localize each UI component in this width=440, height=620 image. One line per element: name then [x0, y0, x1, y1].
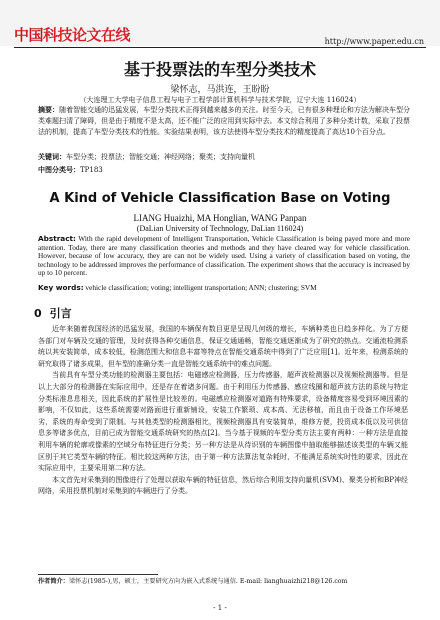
logo-part-1: 中国 [14, 26, 44, 44]
abstract-en-label: Abstract: [38, 234, 76, 243]
footnote-label: 作者简介： [38, 578, 69, 585]
classification-cn-text: TP183 [80, 166, 103, 174]
page-title-cn: 基于投票法的车型分类技术 [123, 60, 316, 79]
header-url[interactable]: http://www.paper.edu.cn [324, 37, 424, 46]
footnote-divider [38, 574, 158, 575]
abstract-en [38, 235, 410, 278]
classification-cn-label: 中图分类号： [38, 166, 80, 174]
affiliation-en: (DaLian University of Technology, DaLian 116024) [136, 224, 304, 233]
header-divider [14, 47, 426, 48]
abstract-cn [38, 105, 410, 139]
page-number: - 1 - [213, 604, 227, 612]
site-logo[interactable] [14, 24, 130, 45]
keywords-cn-label: 关键词： [38, 153, 66, 161]
affiliation-cn: （大连理工大学电子信息工程与电子工程学部计算机科学与技术学院，辽宁大连 116024） [79, 96, 361, 104]
authors-cn: 梁怀志，马洪连，王盼盼 [170, 85, 270, 95]
page-title-en: A Kind of Vehicle Classification Base on Voting [49, 191, 391, 206]
body-paragraph: 本文首先对采集到的图像进行了处理以获取车辆的特征信息，然后综合利用支持向量机(SVM)、聚类分析和BP神经网络，采用投票机制对采集到的车辆进行了分类。 [38, 475, 408, 496]
section-title: 引言 [49, 307, 72, 320]
keywords-cn-text: 车型分类；投票法；智能交通；神经网络；聚类；支持向量机 [66, 153, 255, 161]
footnote [38, 577, 418, 586]
keywords-en [38, 283, 410, 292]
keywords-cn [38, 152, 410, 163]
authors-en: LIANG Huaizhi, MA Honglian, WANG Panpan [133, 213, 307, 223]
keywords-en-label: Key words: [38, 283, 84, 292]
section-number: 0 [34, 307, 42, 320]
logo-part-2: 科技论文在线 [43, 26, 131, 44]
body-paragraph: 近年来随着我国经济的迅猛发展，我国的车辆保有数目更是呈现几何级的增长，车辆种类也日趋多样化。为了方便各部门对车辆及交通的管理，及时获得各种交通信息，保证交通通畅，智能交通逐渐成为了研究的热点。交通流检测系统以其安装简单，成本较低，检测范围大和信息丰富等特点在智能交通系统中得到了广泛应用[1]。近年来，检测系统的研究取得了诸多成果，但车型的准确分类一直是智能交通系统中的难点问题。 [38, 325, 408, 368]
body-text [38, 324, 408, 498]
footnote-text: 梁怀志(1985-),男，硕士，主要研究方向为嵌入式系统与通信. E-mail: lianghuaizhi218@126.com [68, 578, 348, 585]
abstract-en-text: With the rapid development of Intelligent Transportation, Vehicle Classification is being payed more and more attention. Today, there are many classification theories and methods and they have cleared way for vehicle classification. However, because of low accuracy, they are can not be widely used. Using a variety of classification based on voting, the technology to be addressed improves the performance of classification. The experiment shows that the accuracy is increased by up to 10 percent. [38, 234, 410, 278]
abstract-cn-label: 摘要： [38, 106, 60, 114]
body-paragraph: 当前具有车型分类功能的检测器主要包括：电磁感应检测器，压力传感器，超声波检测器以及视频检测器等。但是以上大部分的检测器在实际应用中，还是存在着诸多问题。由于利用压力传感器、感应线圈和超声波方法的系统与特定分类标准息息相关，因此系统的扩展性是比较差的。电磁感应检测器对道路有特殊要求，设备精度容易受到环境因素的影响，不仅如此，这些系统需要对路面进行重新铺设，安装工作繁琐、成本高、无法移植，而且由于设备工作环境恶劣，系统的寿命受到了限制。与其他类型的检测器相比，视频检测器具有安装简单，维修方便，投资成本低以及可供信息多等诸多优点，目前已成为智能交通系统研究的热点[2]。当今基于视频的车型分类方法主要有两种：一种方法是直接利用车辆的轮廓或像素的空域分布特征进行分类；另一种方法是从待识别的车辆图像中抽取能够描述该类型的车辆又能区别于其它类型车辆的特征。相比较这两种方法，由于第一种方法算法复杂耗时，不能满足系统实时性的要求，因此在实际应用中，主要采用第二种方法。 [38, 371, 408, 473]
section-heading [34, 305, 72, 321]
keywords-en-text: vehicle classification; voting; intelligent transportation; ANN; clustering; SVM [83, 283, 317, 292]
abstract-cn-text: 随着智能交通的迅猛发展，车型分类技术正得到越来越多的关注。时至今天，已有很多种理论和方法为解决车型分类难题扫清了障碍，但是由于精度不是太高，还不能广泛的应用到实际中去。本文综合利用了多种分类计数，采取了投票法的机制，提高了车型分类技术的性能。实验结果表明，该方法使得车型分类技术的精度提高了高达10个百分点。 [38, 106, 411, 137]
header-bar [0, 0, 440, 46]
classification-cn [38, 165, 410, 176]
